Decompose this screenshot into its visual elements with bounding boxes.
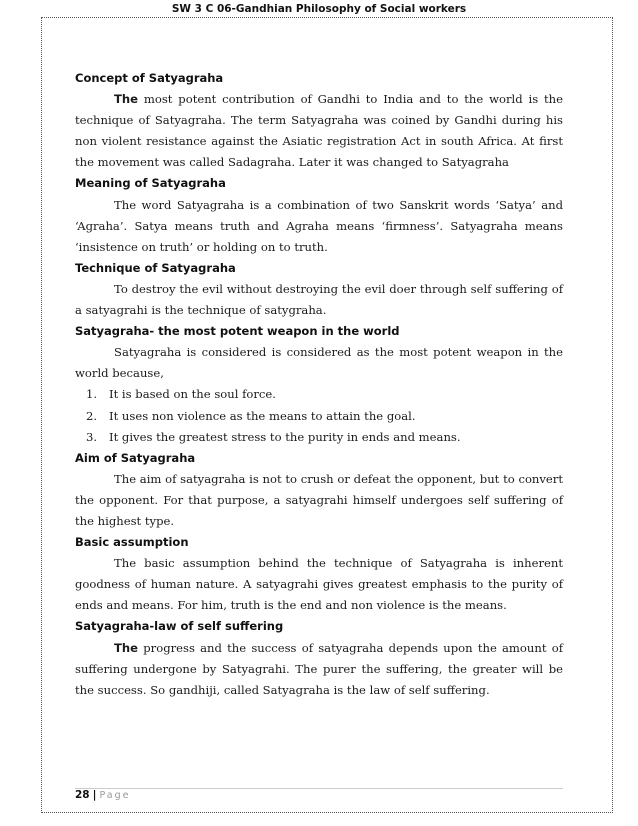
reasons-list [75, 384, 563, 447]
list-item [75, 406, 563, 427]
heading-meaning: Meaning of Satyagraha [75, 176, 226, 191]
list-number: 2. [86, 408, 98, 423]
list-number: 1. [86, 387, 98, 402]
paragraph-text: most potent contribution of Gandhi to India and to the world is the technique of Satyagraha. The term Satyagraha was coined by Gandhi during his non violent resistance against the Asiatic registration Act in south Africa. At first the movement was called Sadagraha. Later it was changed to Satyagraha [75, 92, 563, 170]
paragraph-technique: To destroy the evil without destroying the evil doer through self suffering of a satyagrahi is the technique of satygraha. [75, 281, 563, 318]
list-number: 3. [86, 429, 98, 444]
paragraph-meaning: The word Satyagraha is a combination of two Sanskrit words ‘Satya’ and ‘Agraha’. Satya means truth and Agraha means ‘firmness’. Satyagraha means ‘insistence on truth’ or holding on to truth. [75, 197, 563, 254]
paragraph-text: progress and the success of satyagraha depends upon the amount of suffering undergone by Satyagrahi. The purer the suffering, the greater will be the success. So gandhiji, called Satyagraha is the law of self suffering. [75, 640, 563, 697]
heading-concept: Concept of Satyagraha [75, 71, 224, 85]
paragraph-weapon: Satyagraha is considered is considered as the most potent weapon in the world because, [75, 345, 563, 381]
page-label: Page [99, 790, 131, 801]
page-number: 28 [75, 789, 90, 801]
heading-assumption: Basic assumption [75, 535, 189, 550]
footer-separator: | [92, 789, 97, 801]
list-text: It is based on the soul force. [109, 387, 276, 402]
running-header: SW 3 C 06-Gandhian Philosophy of Social workers [171, 3, 467, 15]
list-item [75, 384, 563, 405]
lead-word: The [114, 92, 139, 107]
paragraph-law [75, 638, 563, 701]
paragraph-concept [75, 89, 563, 173]
paragraph-aim: The aim of satyagraha is not to crush or defeat the opponent, but to convert the opponent. For that purpose, a satyagrahi himself undergoes self suffering of the highest type. [75, 471, 563, 528]
paragraph-assumption: The basic assumption behind the technique of Satyagraha is inherent goodness of human nature. A satyagrahi gives greatest emphasis to the purity of ends and means. For him, truth is the end and non violence is the means. [75, 556, 563, 613]
list-item [75, 427, 563, 448]
list-text: It uses non violence as the means to attain the goal. [109, 408, 416, 423]
heading-weapon: Satyagraha- the most potent weapon in the world [75, 324, 400, 339]
heading-technique: Technique of Satyagraha [75, 260, 236, 275]
lead-word: The [114, 640, 139, 655]
footer-rule [75, 788, 563, 789]
heading-law: Satyagraha-law of self suffering [75, 619, 284, 634]
document-body [75, 68, 563, 701]
heading-aim: Aim of Satyagraha [75, 450, 196, 465]
list-text: It gives the greatest stress to the purity in ends and means. [109, 429, 461, 444]
page-footer [75, 788, 130, 803]
